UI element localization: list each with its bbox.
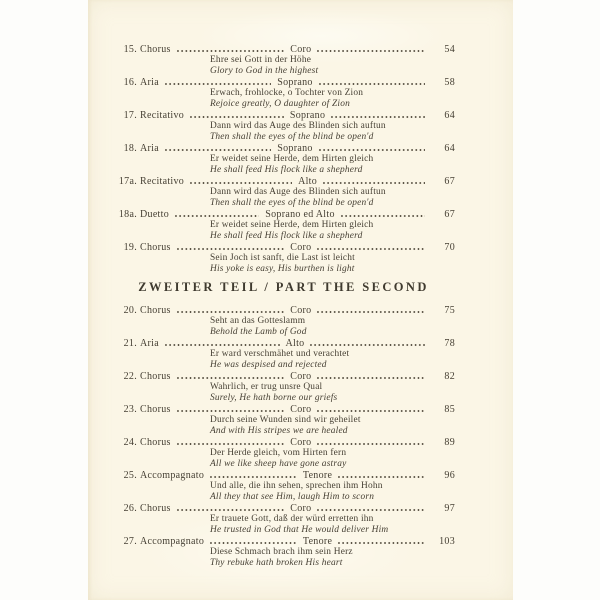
entry-title-german: Ehre sei Gott in der Höhe xyxy=(210,55,312,65)
table-of-contents xyxy=(112,44,455,569)
entry-voice-label: Coro xyxy=(290,305,312,316)
entry-title-german: Dann wird das Auge des Blinden sich auftun xyxy=(210,187,386,197)
entry-page-number: 96 xyxy=(444,470,455,481)
entry-title-english: Thy rebuke hath broken His heart xyxy=(210,558,343,568)
dot-leader xyxy=(175,215,259,217)
dot-leader xyxy=(210,542,297,544)
entry-number: 17. xyxy=(123,110,137,121)
entry-title-english: He shall feed His flock like a shepherd xyxy=(210,231,363,241)
dot-leader xyxy=(319,83,425,85)
dot-leader xyxy=(323,182,425,184)
toc-entry xyxy=(112,338,455,371)
dot-leader xyxy=(190,116,284,118)
toc-entry xyxy=(112,305,455,338)
dot-leader xyxy=(210,476,297,478)
dot-leader xyxy=(317,311,425,313)
dot-leader xyxy=(319,149,425,151)
entry-voice-label: Soprano ed Alto xyxy=(265,209,335,220)
dot-leader xyxy=(177,377,285,379)
entry-number: 19. xyxy=(123,242,137,253)
entry-type-label: Duetto xyxy=(140,209,170,220)
entry-voice-label: Alto xyxy=(298,176,318,187)
dot-leader xyxy=(177,410,285,412)
entry-title-german: Und alle, die ihn sehen, sprechen ihm Hohn xyxy=(210,481,383,491)
entry-number: 15. xyxy=(123,44,137,55)
dot-leader xyxy=(331,116,425,118)
entry-voice-label: Coro xyxy=(290,503,312,514)
dot-leader xyxy=(317,509,425,511)
entry-number: 17a. xyxy=(118,176,137,187)
toc-entry-main-row xyxy=(112,371,455,382)
toc-entry xyxy=(112,44,455,77)
entry-number: 26. xyxy=(123,503,137,514)
entry-title-german: Sein Joch ist sanft, die Last ist leicht xyxy=(210,253,355,263)
dot-leader xyxy=(338,476,425,478)
toc-entry xyxy=(112,503,455,536)
entry-voice-label: Coro xyxy=(290,404,312,415)
entry-number: 21. xyxy=(123,338,137,349)
entry-number: 23. xyxy=(123,404,137,415)
dot-leader xyxy=(165,83,271,85)
toc-entry xyxy=(112,536,455,569)
entry-page-number: 82 xyxy=(444,371,455,382)
book-page xyxy=(88,0,513,600)
entry-title-german: Dann wird das Auge des Blinden sich auftun xyxy=(210,121,386,131)
toc-entry xyxy=(112,77,455,110)
entry-title-english: His yoke is easy, His burthen is light xyxy=(210,264,355,274)
entry-page-number: 64 xyxy=(444,143,455,154)
toc-entry-main-row xyxy=(112,77,455,88)
dot-leader xyxy=(338,542,425,544)
entry-title-german: Seht an das Gotteslamm xyxy=(210,316,306,326)
entry-type-label: Chorus xyxy=(140,242,171,253)
entry-type-label: Aria xyxy=(140,143,159,154)
entry-page-number: 97 xyxy=(444,503,455,514)
dot-leader xyxy=(341,215,425,217)
entry-type-label: Aria xyxy=(140,338,159,349)
entry-number: 18. xyxy=(123,143,137,154)
dot-leader xyxy=(317,50,425,52)
toc-part1-list xyxy=(112,44,455,275)
entry-type-label: Aria xyxy=(140,77,159,88)
toc-entry-main-row xyxy=(112,536,455,547)
toc-entry-main-row xyxy=(112,44,455,55)
entry-page-number: 78 xyxy=(444,338,456,349)
entry-title-english: Glory to God in the highest xyxy=(210,66,319,76)
toc-entry xyxy=(112,371,455,404)
toc-entry-main-row xyxy=(112,503,455,514)
entry-title-english: Rejoice greatly, O daughter of Zion xyxy=(210,99,350,109)
toc-entry-main-row xyxy=(112,143,455,154)
entry-page-number: 89 xyxy=(444,437,455,448)
entry-voice-label: Soprano xyxy=(289,110,326,121)
entry-type-label: Accompagnato xyxy=(140,470,205,481)
entry-number: 22. xyxy=(123,371,137,382)
entry-number: 24. xyxy=(123,437,137,448)
entry-number: 18a. xyxy=(118,209,137,220)
toc-entry xyxy=(112,209,455,242)
toc-entry-main-row xyxy=(112,470,455,481)
toc-entry xyxy=(112,470,455,503)
toc-entry-main-row xyxy=(112,242,455,253)
toc-entry-main-row xyxy=(112,209,455,220)
entry-type-label: Recitativo xyxy=(140,110,185,121)
dot-leader xyxy=(317,410,425,412)
entry-title-english: He trusted in God that He would deliver Him xyxy=(210,525,389,535)
dot-leader xyxy=(177,50,285,52)
entry-type-label: Recitativo xyxy=(140,176,185,187)
entry-type-label: Chorus xyxy=(140,404,171,415)
toc-entry xyxy=(112,242,455,275)
entry-number: 16. xyxy=(123,77,137,88)
toc-entry xyxy=(112,143,455,176)
dot-leader xyxy=(310,344,425,346)
toc-entry-main-row xyxy=(112,305,455,316)
entry-voice-label: Coro xyxy=(290,371,312,382)
entry-title-english: All we like sheep have gone astray xyxy=(210,459,347,469)
entry-title-english: He shall feed His flock like a shepherd xyxy=(210,165,363,175)
dot-leader xyxy=(190,182,292,184)
dot-leader xyxy=(177,443,285,445)
toc-entry-main-row xyxy=(112,437,455,448)
entry-title-german: Diese Schmach brach ihm sein Herz xyxy=(210,547,353,557)
entry-title-english: He was despised and rejected xyxy=(210,360,327,370)
entry-page-number: 70 xyxy=(444,242,455,253)
entry-title-english: Then shall the eyes of the blind be open'd xyxy=(210,198,374,208)
entry-title-german: Er weidet seine Herde, dem Hirten gleich xyxy=(210,220,374,230)
entry-title-german: Wahrlich, er trug unsre Qual xyxy=(210,382,323,392)
dot-leader xyxy=(317,377,425,379)
entry-title-german: Erwach, frohlocke, o Tochter von Zion xyxy=(210,88,364,98)
toc-entry-main-row xyxy=(112,176,455,187)
entry-title-english: Behold the Lamb of God xyxy=(210,327,307,337)
entry-number: 20. xyxy=(123,305,137,316)
entry-type-label: Chorus xyxy=(140,371,171,382)
entry-title-german: Er ward verschmähet und verachtet xyxy=(210,349,350,359)
entry-page-number: 103 xyxy=(439,536,455,547)
entry-voice-label: Tenore xyxy=(302,470,333,481)
entry-title-english: And with His stripes we are healed xyxy=(210,426,348,436)
entry-page-number: 54 xyxy=(444,44,455,55)
toc-entry-main-row xyxy=(112,338,455,349)
entry-voice-label: Soprano xyxy=(277,77,313,88)
entry-voice-label: Coro xyxy=(290,242,312,253)
toc-entry-main-row xyxy=(112,110,455,121)
toc-entry xyxy=(112,176,455,209)
toc-entry xyxy=(112,437,455,470)
entry-title-german: Der Herde gleich, vom Hirten fern xyxy=(210,448,347,458)
entry-title-english: Surely, He hath borne our griefs xyxy=(210,393,338,403)
entry-type-label: Chorus xyxy=(140,305,171,316)
entry-number: 27. xyxy=(123,536,137,547)
entry-page-number: 67 xyxy=(444,209,455,220)
dot-leader xyxy=(177,509,285,511)
dot-leader xyxy=(165,344,280,346)
toc-entry-main-row xyxy=(112,404,455,415)
entry-voice-label: Coro xyxy=(290,44,312,55)
entry-page-number: 64 xyxy=(444,110,456,121)
entry-title-english: Then shall the eyes of the blind be open'd xyxy=(210,132,374,142)
part2-section-heading: ZWEITER TEIL / PART THE SECOND xyxy=(138,280,429,294)
dot-leader xyxy=(165,149,271,151)
entry-voice-label: Tenore xyxy=(302,536,333,547)
dot-leader xyxy=(177,248,285,250)
entry-type-label: Chorus xyxy=(140,437,171,448)
entry-title-english: All they that see Him, laugh Him to scorn xyxy=(210,492,375,502)
dot-leader xyxy=(177,311,285,313)
entry-type-label: Chorus xyxy=(140,503,171,514)
entry-voice-label: Alto xyxy=(285,338,305,349)
entry-number: 25. xyxy=(123,470,137,481)
toc-entry xyxy=(112,404,455,437)
entry-page-number: 75 xyxy=(444,305,455,316)
entry-voice-label: Coro xyxy=(290,437,312,448)
entry-title-german: Er weidet seine Herde, dem Hirten gleich xyxy=(210,154,374,164)
dot-leader xyxy=(317,248,425,250)
entry-page-number: 85 xyxy=(444,404,455,415)
entry-page-number: 67 xyxy=(444,176,455,187)
entry-type-label: Accompagnato xyxy=(140,536,205,547)
entry-title-german: Durch seine Wunden sind wir geheilet xyxy=(210,415,361,425)
entry-voice-label: Soprano xyxy=(277,143,313,154)
entry-type-label: Chorus xyxy=(140,44,171,55)
entry-page-number: 58 xyxy=(444,77,455,88)
toc-part2-list xyxy=(112,305,455,569)
dot-leader xyxy=(317,443,425,445)
toc-entry xyxy=(112,110,455,143)
entry-title-german: Er trauete Gott, daß der würd erretten ihn xyxy=(210,514,374,524)
